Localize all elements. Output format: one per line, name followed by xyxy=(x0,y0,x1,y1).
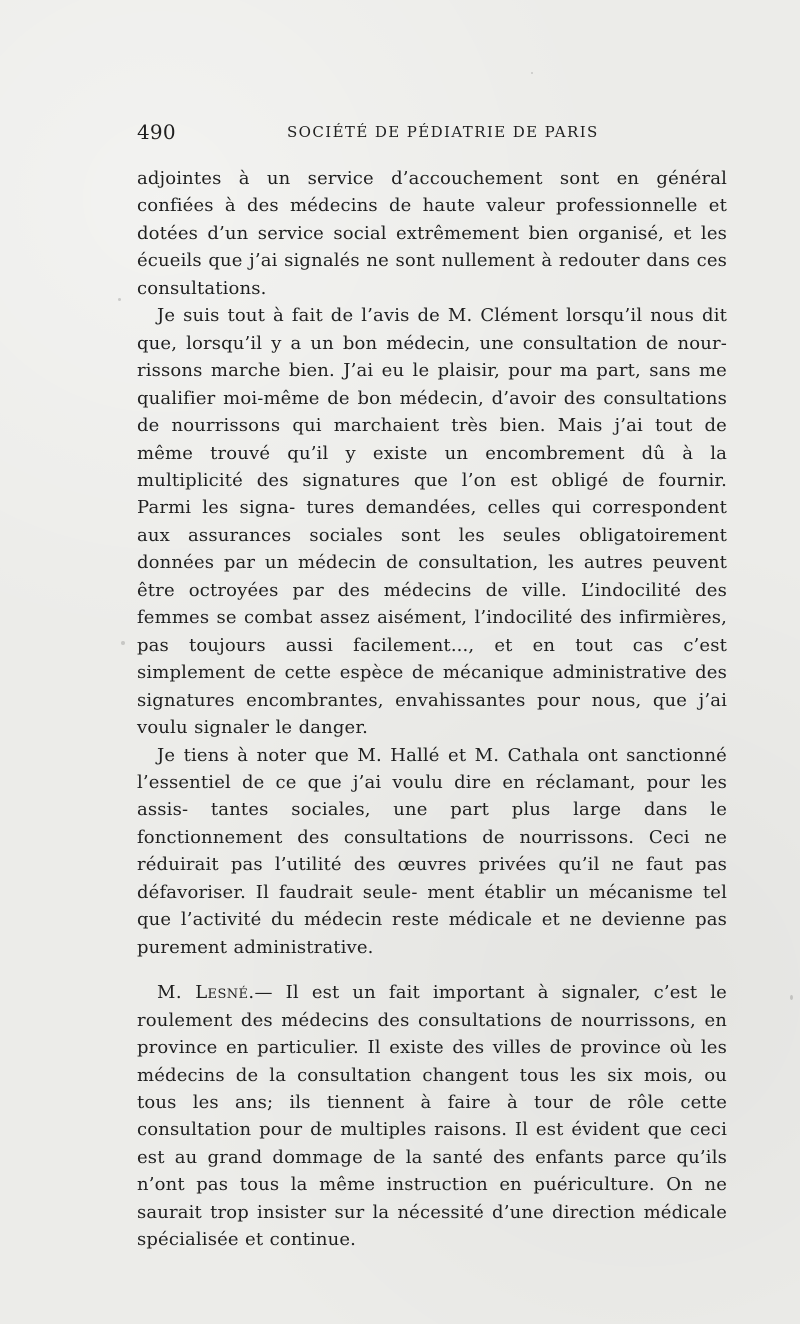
line-28: des médecins des consultations de nourrissons, en province en xyxy=(137,1009,727,1059)
line-26: médicale et ne devienne pas purement administrative. xyxy=(137,909,728,958)
line-32: raisons. Il est évident que ceci est au grand dommage de la xyxy=(137,1119,727,1168)
line-19: nous, que j’ai voulu signaler le danger. xyxy=(137,689,727,739)
line-12: tures demandées, celles qui correspondent aux assurances sociales xyxy=(137,497,727,546)
line-7: rissons marche bien. J’ai eu le plaisir, pour ma part, sans me xyxy=(137,360,727,382)
line-5: Je suis tout à fait de l’avis de M. Clément lorsqu’il nous dit xyxy=(157,305,727,327)
line-15: de ville. L’indocilité des femmes se combat assez aisément, xyxy=(137,579,727,629)
line-9: de nourrissons qui marchaient très bien. Mais j’ai tout de même xyxy=(137,415,727,464)
paragraph-3 xyxy=(137,742,727,962)
scan-speck xyxy=(121,641,125,645)
line-3: service social extrêmement bien organisé, et les écueils que j’ai xyxy=(137,222,728,272)
line-24: œuvres privées qu’il ne faut pas défavoriser. Il faudrait seule- xyxy=(137,854,727,903)
scan-speck xyxy=(118,298,121,301)
paragraph-gap xyxy=(137,961,727,979)
body-text xyxy=(137,165,727,1254)
line-4: signalés ne sont nullement à redouter dans ces consultations. xyxy=(137,250,728,299)
line-23: consultations de nourrissons. Ceci ne réduirait pas l’utilité des xyxy=(137,826,728,876)
line-18: administrative des signatures encombrantes, envahissantes pour xyxy=(137,662,727,711)
line-30: la consultation changent tous les six mois, ou tous les ans; ils xyxy=(137,1064,727,1113)
line-20: Je tiens à noter que M. Hallé et M. Cathala ont sanctionné xyxy=(157,744,727,766)
line-16: l’indocilité des infirmières, pas toujours aussi facilement..., et xyxy=(137,607,728,656)
line-22: tantes sociales, une part plus large dans le fonctionnement des xyxy=(137,799,727,848)
line-35: direction médicale spécialisée et continue. xyxy=(137,1201,727,1251)
paragraph-1 xyxy=(137,165,727,302)
line-1: adjointes à un service d’accouchement sont en général confiées xyxy=(137,168,727,217)
scan-speck xyxy=(531,72,533,74)
line-29: particulier. Il existe des villes de province où les médecins de xyxy=(137,1037,727,1086)
paragraph-2 xyxy=(137,302,727,741)
line-6: que, lorsqu’il y a un bon médecin, une consultation de nour- xyxy=(137,332,727,354)
line-2: à des médecins de haute valeur professionnelle et dotées d’un xyxy=(137,195,727,244)
line-27: — Il est un fait important à signaler, c’est le roulement xyxy=(137,982,727,1031)
speaker-name: M. Lesné. xyxy=(157,982,255,1004)
line-34: en puériculture. On ne saurait trop insister sur la nécessité d’une xyxy=(137,1174,728,1223)
scan-speck xyxy=(790,995,793,1000)
line-21: l’essentiel de ce que j’ai voulu dire en réclamant, pour les assis- xyxy=(137,771,727,821)
page-header xyxy=(137,118,727,146)
line-13: sont les seules obligatoirement données par un médecin de xyxy=(137,524,728,574)
line-8: qualifier moi-même de bon médecin, d’avoir des consultations xyxy=(137,387,727,409)
line-31: tiennent à faire à tour de rôle cette consultation pour de multiples xyxy=(137,1091,727,1141)
line-14: consultation, les autres peuvent être octroyées par des médecins xyxy=(137,552,727,601)
line-11: des signatures que l’on est obligé de fournir. Parmi les signa- xyxy=(137,469,727,519)
paragraph-4 xyxy=(137,979,727,1254)
scan-speck xyxy=(455,1210,457,1212)
line-25: ment établir un mécanisme tel que l’activité du médecin reste xyxy=(137,881,727,931)
line-10: trouvé qu’il y existe un encombrement dû à la multiplicité xyxy=(137,442,727,491)
page-number: 490 xyxy=(137,120,176,144)
line-33: santé des enfants parce qu’ils n’ont pas tous la même instruction xyxy=(137,1146,727,1196)
line-17: en tout cas c’est simplement de cette espèce de mécanique xyxy=(137,634,727,684)
running-title: SOCIÉTÉ DE PÉDIATRIE DE PARIS xyxy=(287,123,599,141)
